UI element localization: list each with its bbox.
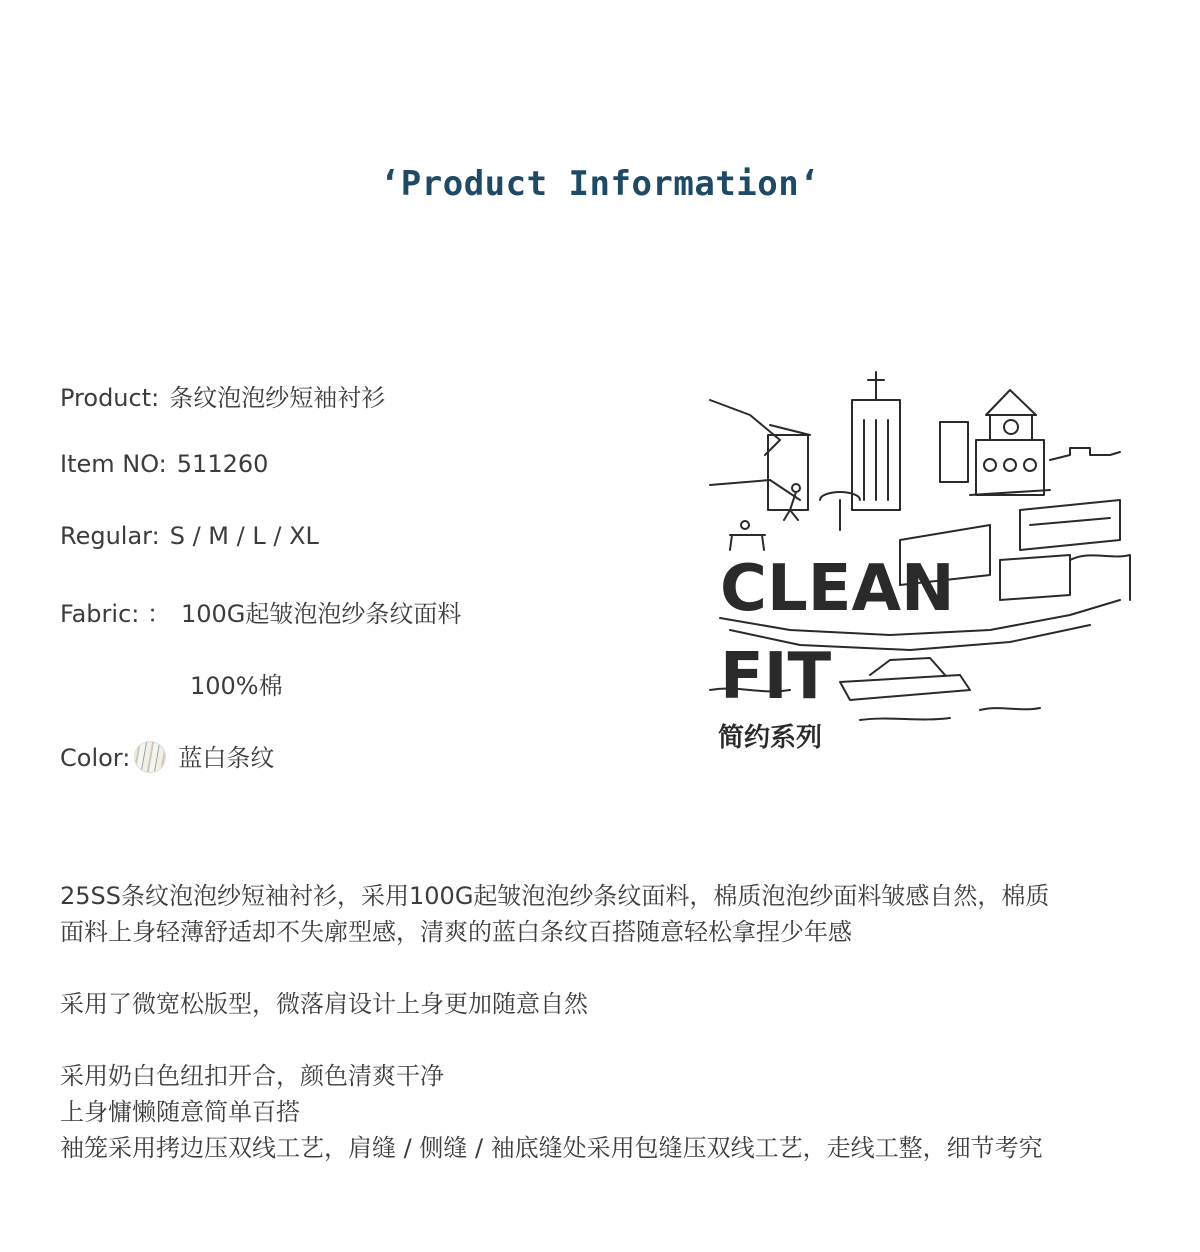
spec-regular-label: Regular: xyxy=(60,522,160,550)
spec-color xyxy=(60,738,274,773)
spec-item-no xyxy=(60,450,268,478)
description-line: 采用了微宽松版型，微落肩设计上身更加随意自然 xyxy=(60,990,588,1018)
clean-wordmark: CLEAN xyxy=(720,552,955,626)
spec-regular-value: S / M / L / XL xyxy=(169,522,319,550)
spec-fabric-composition: 100%棉 xyxy=(190,672,283,700)
description-line: 上身慵懒随意简单百搭 xyxy=(60,1098,300,1126)
color-swatch xyxy=(134,741,166,773)
spec-fabric-label: Fabric: ： xyxy=(60,600,171,628)
description-line: 面料上身轻薄舒适却不失廓型感，清爽的蓝白条纹百搭随意轻松拿捏少年感 xyxy=(60,918,852,946)
description-paragraph-2 xyxy=(60,986,1150,1022)
description-line: 25SS条纹泡泡纱短袖衬衫，采用100G起皱泡泡纱条纹面料，棉质泡泡纱面料皱感自然，棉质 xyxy=(60,882,1050,910)
clean-fit-illustration xyxy=(690,360,1150,760)
spec-item-no-value: 511260 xyxy=(176,450,269,478)
description-line: 袖笼采用拷边压双线工艺，肩缝 / 侧缝 / 袖底缝处采用包缝压双线工艺，走线工整，细节考究 xyxy=(60,1134,1043,1162)
spec-color-label: Color: xyxy=(60,744,131,772)
spec-color-value: 蓝白条纹 xyxy=(178,744,275,772)
spec-product xyxy=(60,378,385,413)
spec-product-value: 条纹泡泡纱短袖衬衫 xyxy=(169,384,386,412)
spec-fabric xyxy=(60,594,461,629)
spec-product-label: Product: xyxy=(60,384,160,412)
page-title: ‘Product Information‘ xyxy=(379,164,821,204)
spec-fabric-value: 100G起皱泡泡纱条纹面料 xyxy=(181,600,462,628)
description-line: 采用奶白色纽扣开合，颜色清爽干净 xyxy=(60,1062,444,1090)
fit-wordmark: FIT xyxy=(720,640,832,714)
description-paragraph-1 xyxy=(60,878,1150,950)
illustration-caption: 简约系列 xyxy=(718,723,823,753)
description-paragraph-3 xyxy=(60,1058,1150,1166)
spec-item-no-label: Item NO: xyxy=(60,450,167,478)
spec-regular xyxy=(60,522,319,550)
